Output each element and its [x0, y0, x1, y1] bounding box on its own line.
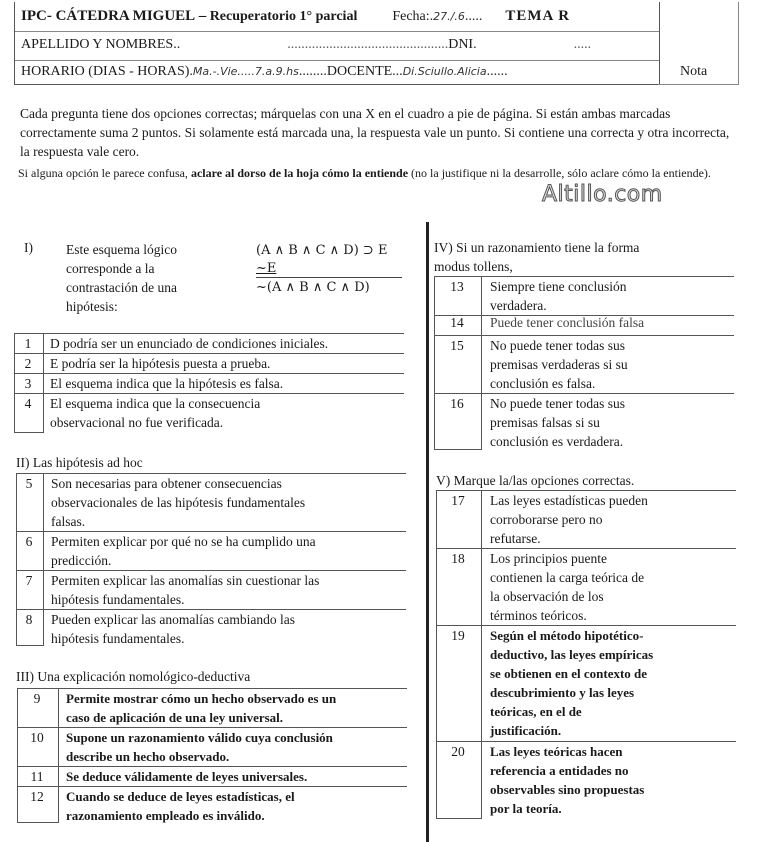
logic-scheme — [256, 241, 402, 298]
clarify-pre: Si alguna opción le parece confusa, — [18, 166, 191, 180]
prompt-line: corresponde a la — [66, 261, 155, 276]
dni-field[interactable]: ..... — [573, 37, 592, 52]
tema-label: TEMA R — [505, 8, 571, 24]
option-11[interactable] — [17, 766, 407, 786]
option-text: El esquema indica que la consecuencia observacional no fue verificada. — [50, 396, 261, 430]
conclusion: ~(A ∧ B ∧ C ∧ D) — [256, 280, 370, 295]
dni-label: DNI. — [448, 37, 477, 52]
horario-label: HORARIO (DIAS - HORAS). — [21, 64, 193, 79]
option-20[interactable] — [436, 741, 736, 820]
section-3-options — [17, 688, 407, 825]
exam-header — [14, 2, 660, 85]
option-text: D podría ser un enunciado de condiciones iniciales. — [50, 336, 329, 351]
premise-1: (A ∧ B ∧ C ∧ D) ⊃ E — [256, 243, 388, 258]
docente-label: DOCENTE... — [326, 64, 403, 79]
option-number: 20 — [451, 744, 465, 759]
section-4-title-line: modus tollens, — [434, 259, 513, 274]
section-5-options — [436, 490, 736, 820]
option-text: Supone un razonamiento válido cuya conclusión describe un hecho observado. — [66, 730, 333, 764]
option-10[interactable] — [17, 727, 407, 766]
option-number: 13 — [450, 279, 464, 294]
option-text: Pueden explicar las anomalías cambiando las hipótesis fundamentales. — [51, 612, 296, 646]
option-text: Siempre tiene conclusión verdadera. — [490, 279, 627, 313]
section-4-options — [434, 276, 734, 451]
option-text: Los principios puente contienen la carga teórica de la observación de los términos teóricos. — [490, 551, 645, 623]
option-7[interactable] — [16, 570, 406, 609]
altillo-watermark: Altillo.com — [542, 182, 663, 207]
option-number: 1 — [24, 336, 32, 351]
option-number: 5 — [25, 476, 33, 491]
option-text: Permiten explicar las anomalías sin cuestionar las hipótesis fundamentales. — [51, 573, 320, 607]
section-2-title: II) Las hipótesis ad hoc — [16, 455, 143, 470]
option-4[interactable] — [14, 393, 404, 432]
prompt-line: Este esquema lógico — [66, 242, 177, 257]
option-text: No puede tener todas sus premisas falsas si su conclusión es verdadera. — [490, 396, 625, 449]
option-number: 9 — [33, 691, 41, 706]
horario-value[interactable]: Ma.-.Vie.....7.a.9.hs — [192, 65, 299, 78]
option-19[interactable] — [436, 625, 736, 741]
option-text: Las leyes estadísticas pueden corroborarse pero no refutarse. — [490, 493, 648, 546]
apellido-label: APELLIDO Y NOMBRES.. — [21, 37, 181, 52]
nota-label: Nota — [680, 64, 708, 79]
column-divider — [426, 222, 429, 842]
nota-box[interactable] — [658, 2, 739, 85]
header-title-row — [21, 8, 570, 25]
option-text: E podría ser la hipótesis puesta a prueba. — [50, 356, 271, 371]
section-4-title — [434, 238, 639, 276]
option-2[interactable] — [14, 353, 404, 373]
option-number: 8 — [25, 612, 33, 627]
option-number: 18 — [451, 551, 465, 566]
option-number: 6 — [25, 534, 33, 549]
option-17[interactable] — [436, 490, 736, 548]
option-number: 4 — [24, 396, 32, 411]
option-text: Las leyes teóricas hacen referencia a entidades no observables sino propuestas por la teoría. — [490, 744, 645, 816]
option-12[interactable] — [17, 786, 407, 825]
section-3-title: III) Una explicación nomológico-deductiva — [16, 669, 251, 684]
option-8[interactable] — [16, 609, 406, 648]
exam-name: Recuperatorio 1° parcial — [209, 9, 358, 24]
fecha-value[interactable]: 27./.6 — [433, 10, 465, 23]
option-15[interactable] — [434, 335, 734, 393]
option-9[interactable] — [17, 688, 407, 727]
section-2-options — [16, 473, 406, 648]
apellido-field[interactable]: .............................................. — [287, 37, 449, 52]
option-text: Permite mostrar cómo un hecho observado es un caso de aplicación de una ley universal. — [66, 691, 337, 725]
option-14[interactable] — [434, 315, 734, 335]
instructions-paragraph: Cada pregunta tiene dos opciones correctas; márquelas con una X en el cuadro a pie de página. Si están ambas marcadas correctamente suma 2 puntos. Si solamente está marcada una, la respuesta vale un punto. Si contiene una correcta y otra incorrecta, la respuesta vale cero. — [20, 106, 730, 159]
option-text: Permiten explicar por qué no se ha cumplido una predicción. — [51, 534, 316, 568]
section-5-title: V) Marque la/las opciones correctas. — [436, 473, 635, 488]
option-text: Cuando se deduce de leyes estadísticas, el razonamiento empleado es inválido. — [66, 789, 295, 823]
section-1-numeral: I) — [24, 240, 33, 255]
option-number: 14 — [450, 315, 464, 330]
fecha-label: Fecha:. — [392, 9, 434, 24]
prompt-line: hipótesis: — [66, 299, 118, 314]
option-13[interactable] — [434, 276, 734, 315]
option-1[interactable] — [14, 333, 404, 353]
option-text: El esquema indica que la hipótesis es falsa. — [50, 376, 284, 391]
option-number: 10 — [30, 730, 44, 745]
option-number: 16 — [450, 396, 464, 411]
apellido-row — [21, 37, 591, 53]
clarify-instructions — [18, 165, 748, 181]
docente-value[interactable]: Di.Sciullo.Alicia — [402, 65, 487, 78]
option-number: 12 — [30, 789, 44, 804]
option-3[interactable] — [14, 373, 404, 393]
option-18[interactable] — [436, 548, 736, 625]
section-1-options — [14, 333, 404, 432]
option-5[interactable] — [16, 473, 406, 531]
option-16[interactable] — [434, 393, 734, 451]
premise-2: ~E — [256, 260, 402, 278]
clarify-bold: aclare al dorso de la hoja cómo la entiende — [190, 166, 409, 180]
fecha-dots: ..... — [464, 9, 483, 24]
horario-dots: ........ — [298, 64, 327, 79]
header-divider — [15, 31, 659, 32]
course-name: IPC- CÁTEDRA MIGUEL — [21, 8, 196, 24]
clarify-post: (no la justifique ni la desarrolle, sólo aclare cómo la entiende). — [408, 166, 711, 180]
section-1-prompt — [66, 240, 246, 316]
prompt-line: contrastación de una — [66, 280, 177, 295]
option-text: Son necesarias para obtener consecuencias observacionales de las hipótesis fundamentales falsas. — [51, 476, 306, 529]
option-number: 7 — [25, 573, 33, 588]
option-number: 3 — [24, 376, 32, 391]
option-number: 17 — [451, 493, 465, 508]
option-number: 2 — [24, 356, 32, 371]
option-text: Puede tener conclusión falsa — [490, 315, 645, 330]
option-number: 19 — [451, 628, 465, 643]
header-divider — [15, 60, 659, 61]
docente-dots: ...... — [486, 64, 508, 79]
option-text: Se deduce válidamente de leyes universales. — [66, 769, 308, 784]
option-text: Según el método hipotético- deductivo, las leyes empíricas se obtienen en el contexto de descubrimiento y las leyes teóricas, en el de justificación. — [490, 628, 654, 738]
option-number: 11 — [30, 769, 44, 784]
title-dash: – — [198, 8, 207, 24]
horario-row — [21, 64, 508, 80]
option-text: No puede tener todas sus premisas verdaderas si su conclusión es falsa. — [490, 338, 628, 391]
option-6[interactable] — [16, 531, 406, 570]
option-number: 15 — [450, 338, 464, 353]
section-4-title-line: IV) Si un razonamiento tiene la forma — [434, 240, 640, 255]
